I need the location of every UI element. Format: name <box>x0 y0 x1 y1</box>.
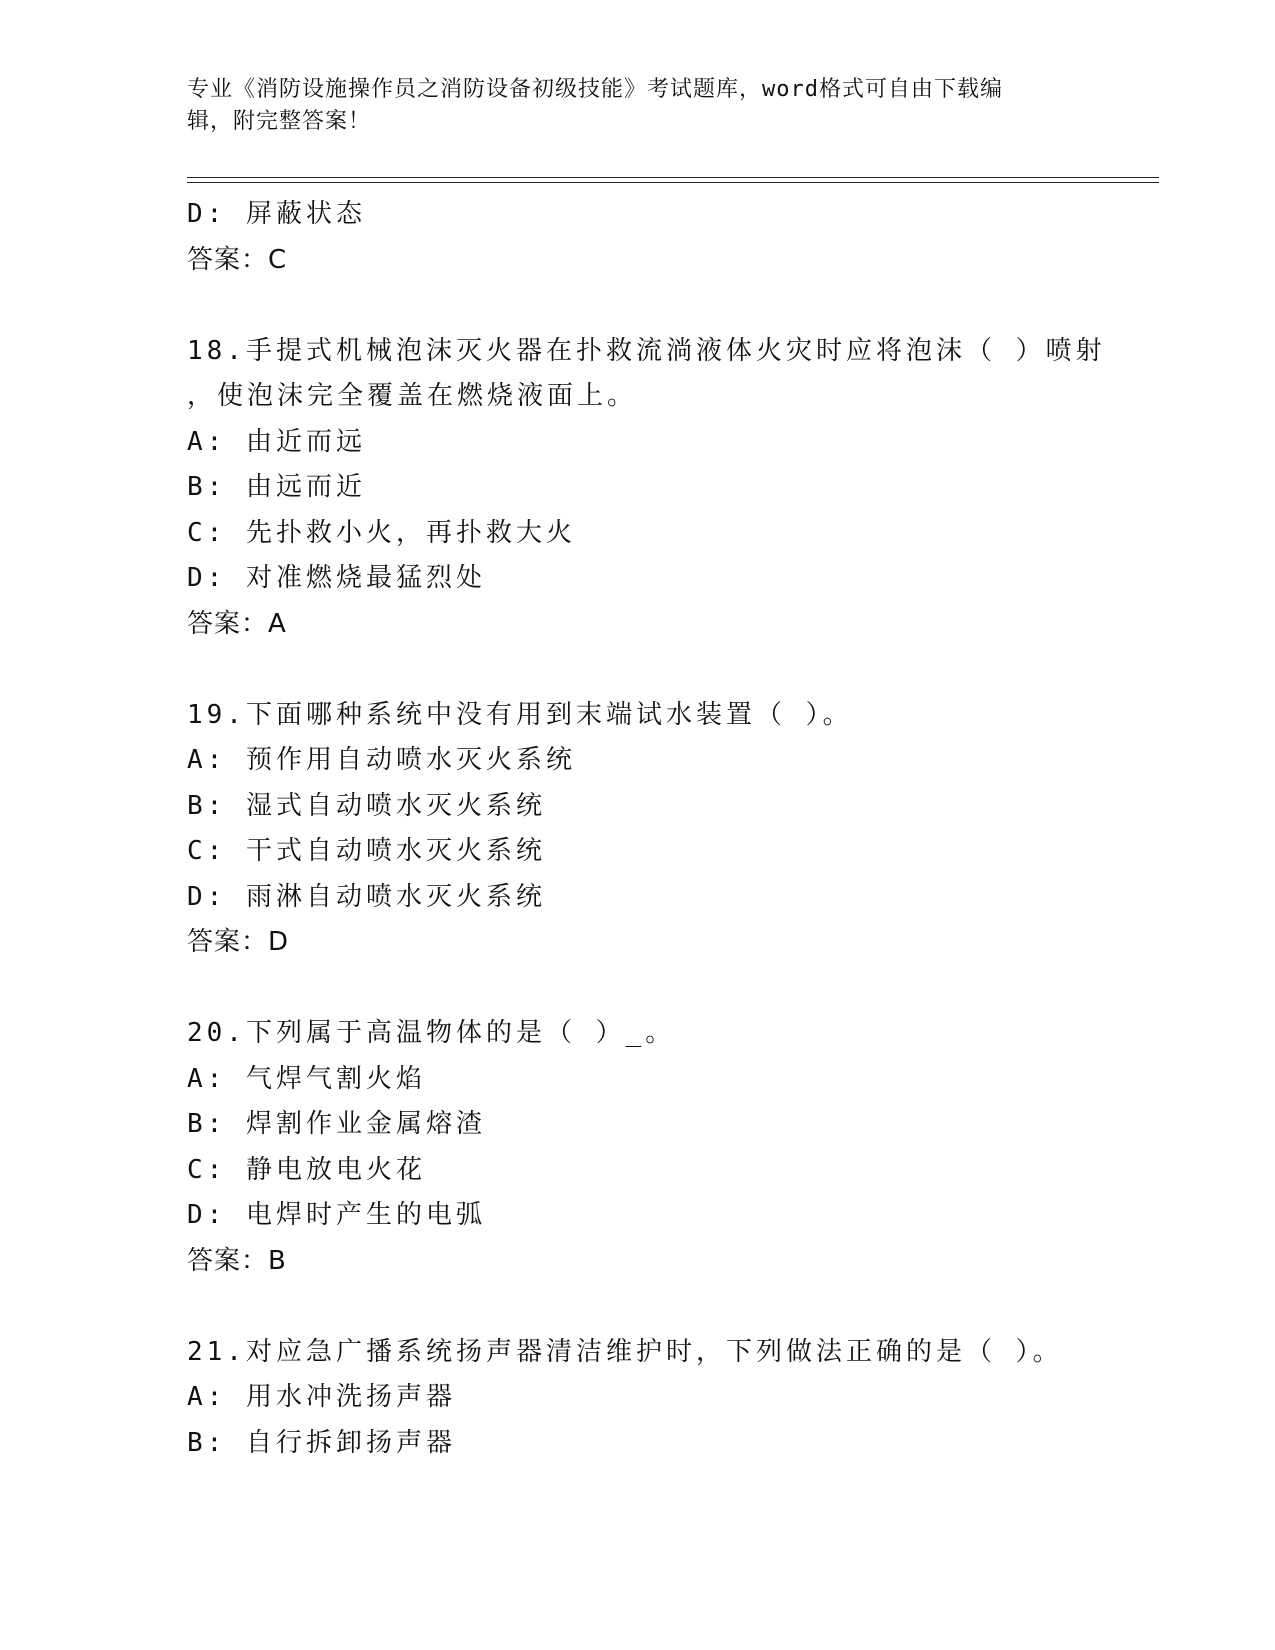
option-b: B: 自行拆卸扬声器 <box>187 1427 456 1458</box>
question-20 <box>187 1011 1167 1284</box>
option-d: D: 屏蔽状态 <box>187 199 366 229</box>
question-21 <box>187 1330 1167 1467</box>
option-a: A: 由近而远 <box>187 426 366 457</box>
option-d: D: 雨淋自动喷水灭火系统 <box>187 881 546 912</box>
header-line-2: 辑，附完整答案！ <box>187 109 372 134</box>
spacer <box>187 283 1167 329</box>
answer-line: 答案：B <box>187 1245 287 1276</box>
answer-line: 答案：A <box>187 608 287 639</box>
spacer <box>187 966 1167 1012</box>
option-b: B: 湿式自动喷水灭火系统 <box>187 790 546 821</box>
spacer <box>187 647 1167 693</box>
option-a: A: 预作用自动喷水灭火系统 <box>187 745 576 775</box>
answer-line: 答案：C <box>187 244 288 275</box>
option-d: D: 电焊时产生的电弧 <box>187 1200 486 1230</box>
header-rule-bottom <box>187 182 1159 183</box>
question-stem: 21.对应急广播系统扬声器清洁维护时，下列做法正确的是（ ）。 <box>187 1336 1063 1367</box>
spacer <box>187 1284 1167 1330</box>
question-list <box>187 192 1167 1466</box>
question-19 <box>187 693 1167 966</box>
option-a: A: 用水冲洗扬声器 <box>187 1382 456 1412</box>
option-d: D: 对准燃烧最猛烈处 <box>187 563 486 593</box>
option-a: A: 气焊气割火焰 <box>187 1063 426 1094</box>
option-c: C: 静电放电火花 <box>187 1154 426 1185</box>
header-line-1: 专业《消防设施操作员之消防设备初级技能》考试题库，word格式可自由下载编 <box>187 77 1003 102</box>
option-b: B: 焊割作业金属熔渣 <box>187 1109 486 1139</box>
option-c: C: 先扑救小火，再扑救大火 <box>187 517 576 548</box>
question-stem: 19.下面哪种系统中没有用到末端试水装置（ ）。 <box>187 699 853 730</box>
answer-line: 答案：D <box>187 927 290 957</box>
option-c: C: 干式自动喷水灭火系统 <box>187 836 546 866</box>
question-stem: 18.手提式机械泡沫灭火器在扑救流淌液体火灾时应将泡沫（ ）喷射 <box>187 335 1106 366</box>
option-b: B: 由远而近 <box>187 472 366 502</box>
question-stem-continued: ，使泡沫完全覆盖在燃烧液面上。 <box>187 381 638 411</box>
question-18 <box>187 329 1167 648</box>
previous-question-fragment <box>187 192 1167 283</box>
question-stem: 20.下列属于高温物体的是（ ）_。 <box>187 1018 676 1048</box>
header-rule-top <box>187 177 1159 178</box>
document-header <box>187 74 1077 138</box>
